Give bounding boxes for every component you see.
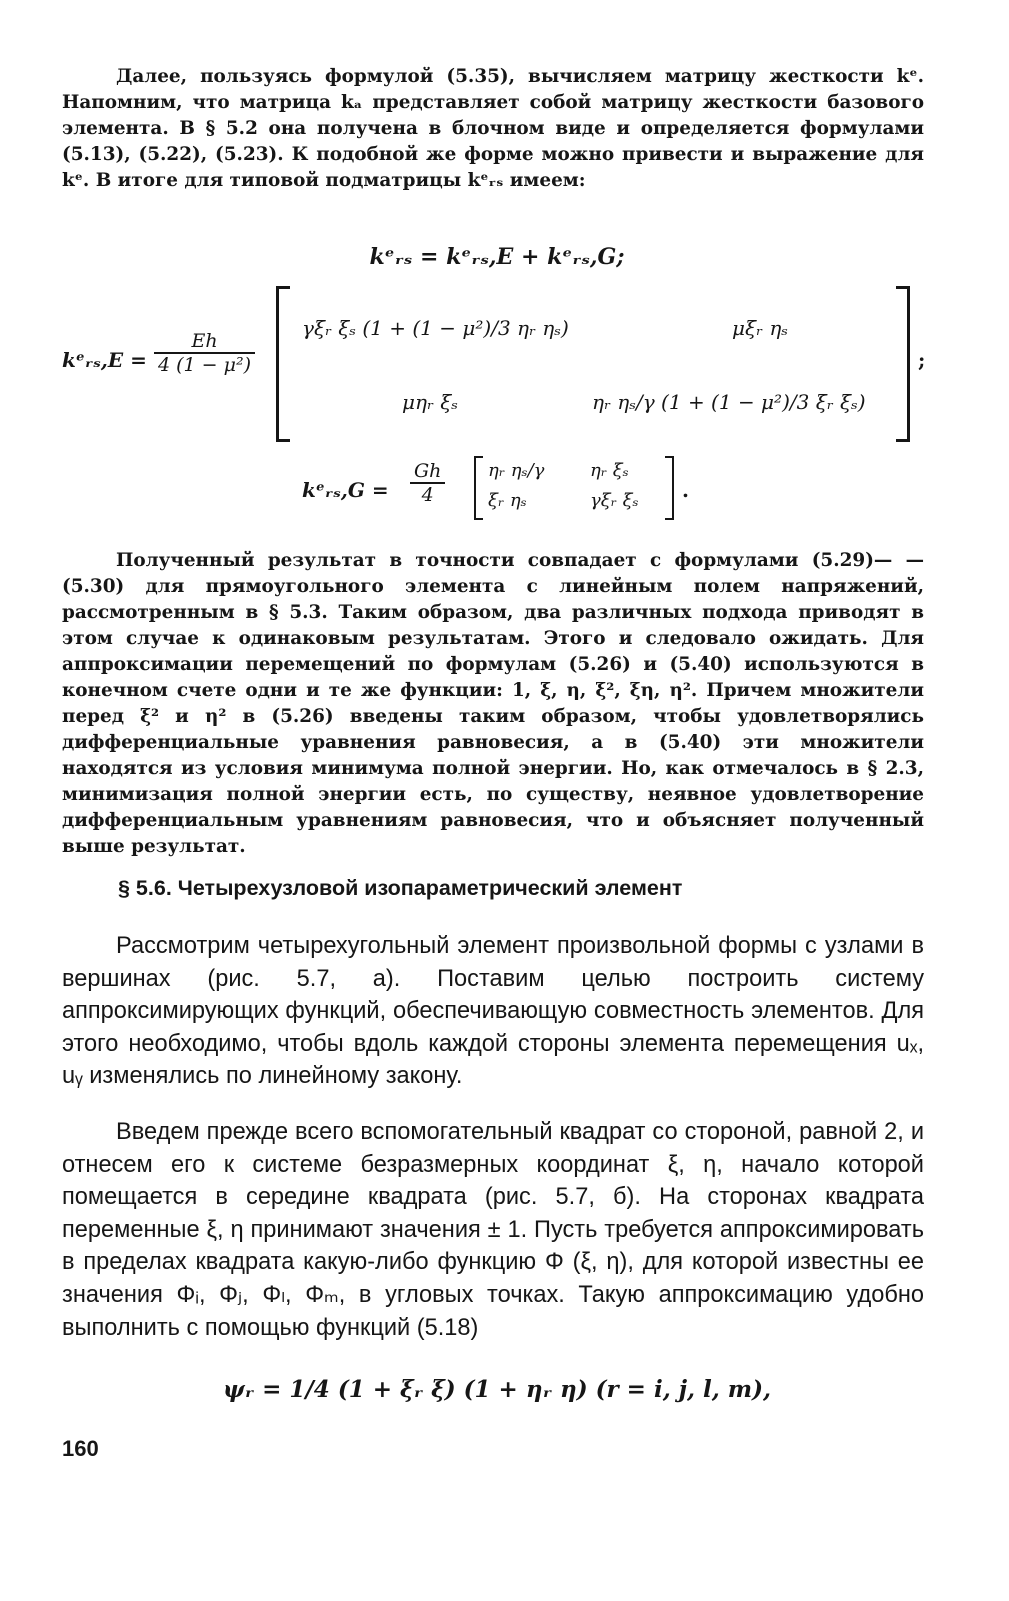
- fraction-denominator: 4: [421, 484, 434, 506]
- equation-k-e-matrix: [62, 286, 932, 446]
- left-bracket: [474, 456, 483, 520]
- equation-coefficient: [410, 460, 445, 506]
- paragraph-text: Полученный результат в точности совпадает с формулами (5.29)— — (5.30) для прямоугольного элемента с линейным полем напряжений, рассмотренным в § 5.3. Таким образом, два различных подхода приводят в этом случае к одинаковым результатам. Этого и следовало ожидать. Для аппроксимации перемещений по формулам (5.26) и (5.40) используются в конечном счете одни и те же функции: 1, ξ, η, ξ², ξη, η². Причем множители перед ξ² и η² в (5.26) введены таким образом, чтобы удовлетворялись дифференциальные уравнения равновесия, а в (5.40) эти множители находятся из условия минимума полной энергии. Но, как отмечалось в § 2.3, минимизация полной энергии есть, по существу, неявное удовлетворение дифференциальным уравнениям равновесия, что и объясняет полученный выше результат.: [62, 550, 924, 857]
- equation-punctuation: .: [682, 478, 689, 502]
- matrix-cell: ηᵣ ηₛ/γ (1 + (1 − μ²)/3 ξᵣ ξₛ): [592, 390, 866, 414]
- page-number: 160: [62, 1436, 99, 1461]
- matrix-cell: ηᵣ ξₛ: [590, 460, 629, 481]
- left-bracket: [276, 286, 290, 442]
- paragraph-auxiliary-square: [62, 1116, 924, 1344]
- equation-shape-functions: ψᵣ = 1/4 (1 + ξᵣ ξ) (1 + ηᵣ η) (r = i, j, l, m),: [222, 1376, 772, 1403]
- matrix: [276, 286, 910, 442]
- paragraph-text: Рассмотрим четырехугольный элемент произвольной формы с узлами в вершинах (рис. 5.7, а). Поставим целью построить систему аппроксимирующих функций, обеспечивающую совместность элементов. Для этого необходимо, чтобы вдоль каждой стороны элемента перемещения uₓ, uᵧ изменялись по линейному закону.: [62, 933, 924, 1090]
- equation-punctuation: ;: [918, 348, 926, 372]
- equation-k-g-matrix: [302, 456, 722, 526]
- equation-coefficient: [154, 330, 255, 376]
- matrix-cell: ξᵣ ηₛ: [488, 490, 527, 511]
- paragraph-stiffness-intro: [62, 64, 924, 194]
- paragraph-element-intro: [62, 930, 924, 1093]
- equation-lhs: kᵉᵣₛ,E =: [62, 348, 147, 372]
- paragraph-text: Введем прежде всего вспомогательный квадрат со стороной, равной 2, и отнесем его к системе безразмерных координат ξ, η, начало которой помещается в середине квадрата (рис. 5.7, б). На сторонах квадрата переменные ξ, η принимают значения ± 1. Пусть требуется аппроксимировать в пределах квадрата какую-либо функцию Φ (ξ, η), для которой известны ее значения Φᵢ, Φⱼ, Φₗ, Φₘ, в угловых точках. Такую аппроксимацию удобно выполнить с помощью функций (5.18): [62, 1119, 924, 1341]
- matrix-cell: γξᵣ ξₛ (1 + (1 − μ²)/3 ηᵣ ηₛ): [302, 316, 569, 340]
- section-heading: § 5.6. Четырехузловой изопараметрический элемент: [118, 876, 683, 900]
- right-bracket: [665, 456, 674, 520]
- matrix: [474, 456, 674, 520]
- equation-stiffness-sum: kᵉᵣₛ = kᵉᵣₛ,E + kᵉᵣₛ,G;: [369, 244, 625, 270]
- matrix-cell: γξᵣ ξₛ: [590, 490, 639, 511]
- matrix-cell: μξᵣ ηₛ: [732, 316, 789, 340]
- fraction-numerator: Eh: [154, 330, 255, 354]
- fraction-numerator: Gh: [410, 460, 445, 484]
- equation-lhs: kᵉᵣₛ,G =: [302, 478, 389, 502]
- fraction-denominator: 4 (1 − μ²): [158, 354, 252, 376]
- right-bracket: [896, 286, 910, 442]
- matrix-cell: μηᵣ ξₛ: [402, 390, 459, 414]
- paragraph-result-discussion: [62, 548, 924, 860]
- matrix-cell: ηᵣ ηₛ/γ: [488, 460, 545, 481]
- paragraph-text: Далее, пользуясь формулой (5.35), вычисляем матрицу жесткости kᵉ. Напомним, что матрица kₐ представляет собой матрицу жесткости базового элемента. В § 5.2 она получена в блочном виде и определяется формулами (5.13), (5.22), (5.23). К подобной же форме можно привести и выражение для kᵉ. В итоге для типовой подматрицы kᵉᵣₛ имеем:: [62, 66, 924, 191]
